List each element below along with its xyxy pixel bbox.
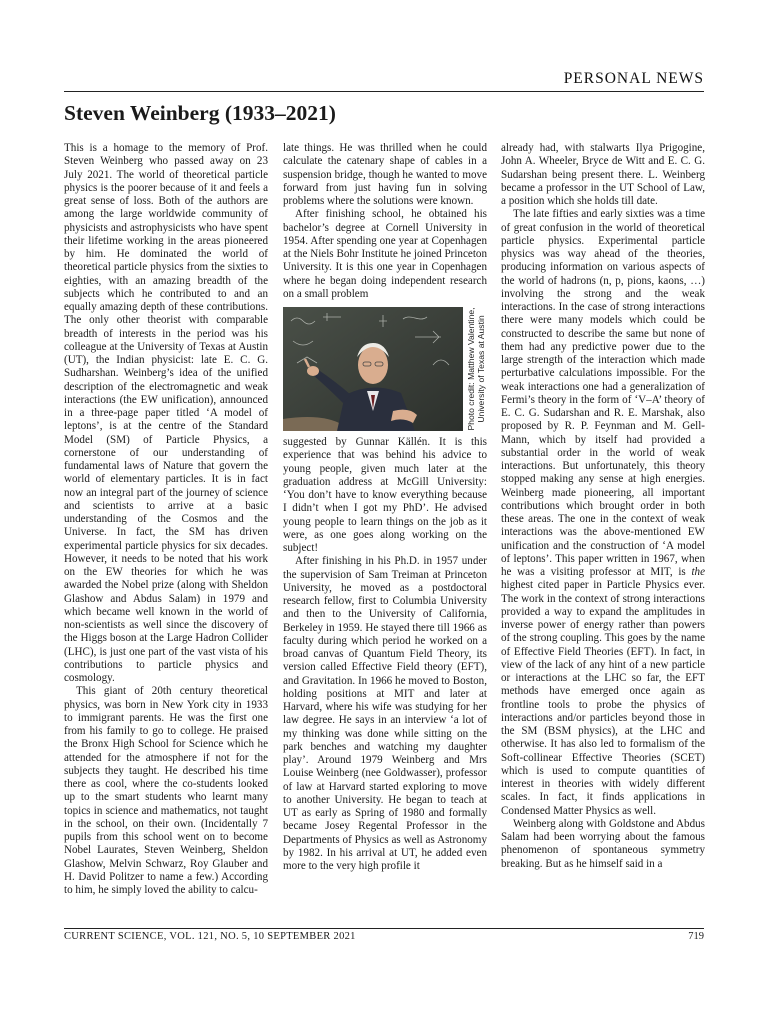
paragraph: already had, with stalwarts Ilya Prigogine, John A. Wheeler, Bryce de Witt and E. C. G. Sudarshan being present there. L. Weinberg became a professor in the UT School of Law, a position which she holds till date. [501, 142, 705, 207]
header-rule [64, 91, 704, 92]
photo-credit [465, 307, 487, 431]
photo-credit-line: Photo credit: Matthew Valentine, [466, 307, 476, 431]
paragraph: This giant of 20th century theoretical physics, was born in New York city in 1933 to immigrant parents. He was the first one from his family to go to college. He praised the Bronx High School for Science which he attended for the atmosphere if not for the subjects they taught. He described his time there as cool, where the co-students looked up to the smart students who learnt many topics in science and mathematics, not taught in the school, on their own. (Incidentally 7 pupils from this school went on to become Nobel Laurates, Steven Weinberg, Sheldon Glashow, Melvin Schwarz, Roy Glauber and H. David Politzer to name a few.) According to him, he simply loved the ability to calcu- [64, 685, 268, 896]
paragraph: late things. He was thrilled when he could calculate the catenary shape of cables in a suspension bridge, though he wanted to move forward from just having fun in solving problems where the solutions were known. [283, 142, 487, 207]
text-run: The late fifties and early sixties was a time of great confusion in the world of theoretical particle physics. Experimental particle physics was way ahead of the theories, producing information on various aspects of the world of hadrons (n, p, pions, kaons, …) involving the strong and the weak interactions. In the case of strong interactions there were many models which could be constructed to describe the same but none of them had any predictive power due to the large strength of the interaction which made perturbative calculations impossible. For the weak interactions one had a generalization of Fermi’s theory in the form of ‘V–A’ theory of E. C. G. Sudarshan and R. E. Marshak, also proposed by R. P. Feynman and M. Gell-Mann, which by itself had provided a substantial order in the world of weak interactions. But unfortunately, this theory stopped making any sense at high energies. Weinberg made pioneering, all important contributions which brought order in both these areas. The one in the context of weak interactions was the above-mentioned EW unification and the construction of ‘A model of leptons’. This paper written in 1967, when he was a visiting professor at MIT, is [501, 208, 705, 578]
column-3 [501, 142, 705, 871]
paragraph: This is a homage to the memory of Prof. Steven Weinberg who passed away on 23 July 2021. The world of theoretical particle physics is the poorer because of it and feels a great sense of loss. Both of the authors are among the large worldwide community of physicists and astrophysicists who have spent their lifetime working in the areas pioneered by him. He dominated the world of theoretical particle physics from the sixties to eighties, with an amazing breadth of the subjects which he contributed to and an equally amazing depth of these contributions. The only other theorist with comparable breadth of interests in the period was his colleague at the University of Texas at Austin (UT), the Indian physicist: late E. C. G. Sudharshan. Weinberg’s idea of the unified description of the electromagnetic and weak interactions (the EW unification), announced in a three-page paper titled ‘A model of leptons’, is at the centre of the Standard Model (SM) of Particle Physics, a cornerstone of our understanding of fundamental laws of Nature that govern the world of elementary particles. It is in fact now an integral part of the journey of science and scientists to arrive at a basic understanding of the Cosmos and the Universe. In fact, the SM has driven experimental particle physics for six decades. However, it needs to be noted that his work on the EW theories for which he was awarded the Nobel prize (along with Sheldon Glashow and Abdus Salam) in 1979 and which became well known in the world of non-scientists as well since the discovery of the Higgs boson at the Large Hadron Collider (LHC), is just one part of the vast vista of his contributions to particle physics and cosmology. [64, 142, 268, 684]
portrait-photo [283, 307, 487, 431]
column-1 [64, 142, 268, 897]
article-title: Steven Weinberg (1933–2021) [64, 101, 336, 125]
weinberg-portrait-image [283, 307, 463, 431]
journal-citation: CURRENT SCIENCE, VOL. 121, NO. 5, 10 SEPTEMBER 2021 [64, 931, 356, 942]
paragraph: After finishing in his Ph.D. in 1957 under the supervision of Sam Treiman at Princeton University, he moved as a postdoctoral research fellow, first to Columbia University and then to the University of California, Berkeley in 1959. He stayed there till 1966 as faculty during which period he worked on a broad canvas of Quantum Field Theory, its version called Effective Field theory (EFT), and Gravitation. In 1966 he moved to Boston, holding positions at MIT and later at Harvard, where his wife was studying for her law degree. He says in an interview ‘a lot of my thinking was done while sitting on the park benches and watching my daughter play’. Around 1979 Weinberg and Mrs Louise Weinberg (nee Goldwasser), professor of law at Harvard started exploring to move to another University. He began to teach at UT as early as Spring of 1980 and formally became Josey Regental Professor in the Departments of Physics as well as Astronomy by 1982. In his arrival at UT, he added even more to the very high profile it [283, 555, 487, 872]
paragraph: suggested by Gunnar Källén. It is this experience that was behind his advice to young people, given much later at the graduation address at McGill University: ‘You don’t have to know everything because I didn’t when I got my PhD’. He advised young people to learn things on the job as it were, as one goes along working on the subject! [283, 436, 487, 554]
section-heading: PERSONAL NEWS [563, 70, 704, 87]
emphasis-text: the [691, 566, 705, 578]
paragraph: After finishing school, he obtained his bachelor’s degree at Cornell University in 1954. After spending one year at Copenhagen at the Niels Bohr Institute he joined Princeton University. It is this one year in Copenhagen where he began doing independent research on a small problem [283, 208, 487, 300]
page-number: 719 [688, 931, 704, 942]
photo-credit-line: University of Texas at Austin [476, 315, 486, 423]
paragraph: Weinberg along with Goldstone and Abdus Salam had been worrying about the famous phenomenon of spontaneous symmetry breaking. But as he himself said in a [501, 817, 705, 870]
text-run: highest cited paper in Particle Physics ever. The work in the context of strong interactions provided a way to expand the amplitudes in inverse power of energy rather than powers of the strong coupling. This goes by the name of Effective Field Theories (EFT). In fact, in view of the lack of any hint of a new particle or interactions at the LHC so far, the EFT methods have emerged once again as frontline tools to probe the physics of interactions and/or particles beyond those in the SM (BSM physics), at the LHC and otherwise. It has also led to formalism of the Soft-collinear Effective Theories (SCET) which is used to compute quantities of interest in theories with widely different scales. In fact, it finds applications in Condensed Matter Physics as well. [501, 579, 705, 817]
paragraph [501, 208, 705, 818]
footer-rule [64, 928, 704, 929]
column-2 [283, 142, 487, 873]
